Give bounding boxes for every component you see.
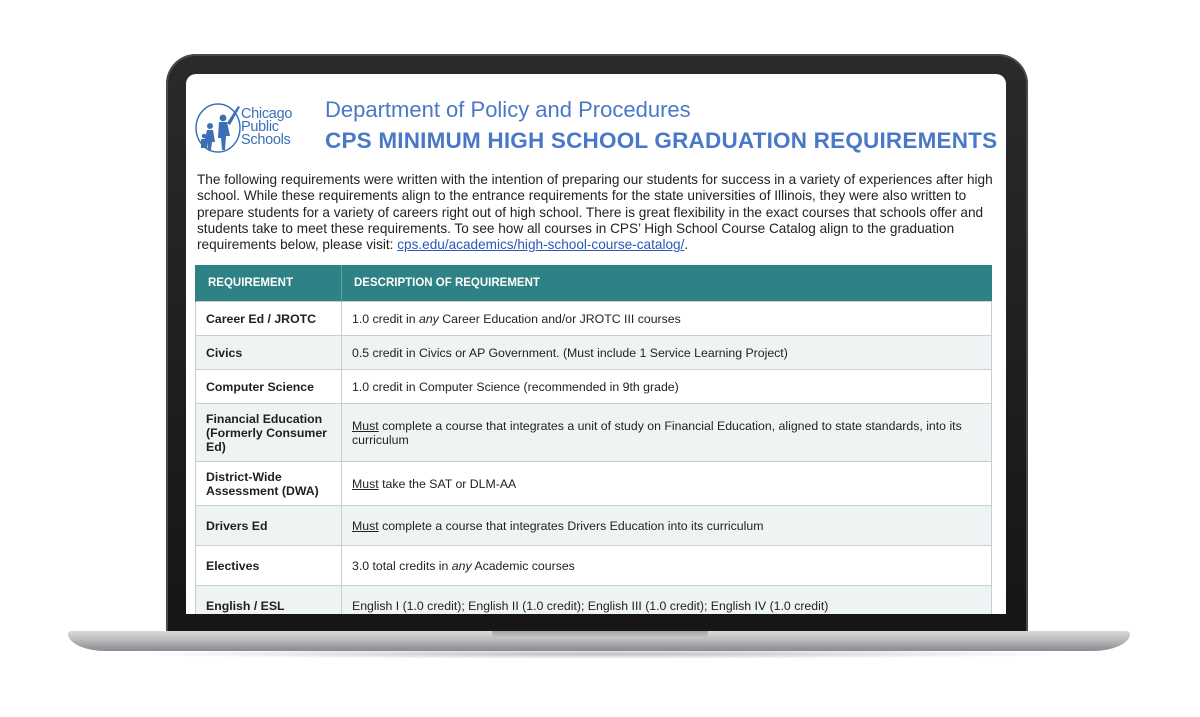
- desc-text: Academic courses: [471, 558, 575, 573]
- intro-text: The following requirements were written with the intention of preparing our students for success in a variety of experiences after high school. While these requirements align to the entrance requirements for the state universities of Illinois, they were also written to prepare students for a variety of careers right out of high school. There is great flexibility in the exact courses that schools offer and students take to meet these requirements. To see how all courses in CPS’ High School Course Catalog align to the graduation requirements below, please visit:: [197, 172, 993, 253]
- desc-text: take the SAT or DLM-AA: [378, 476, 517, 491]
- logo-line-1: Chicago: [241, 106, 293, 122]
- screen: [186, 74, 1006, 614]
- requirement-cell: English / ESL: [196, 586, 342, 615]
- table-header-row: [196, 265, 992, 302]
- requirement-cell: Civics: [196, 336, 342, 370]
- requirement-cell: Drivers Ed: [196, 506, 342, 546]
- column-header-description: DESCRIPTION OF REQUIREMENT: [342, 265, 992, 302]
- table-row: [196, 462, 992, 506]
- table-row: [196, 546, 992, 586]
- description-cell: [342, 546, 992, 586]
- department-title: Department of Policy and Procedures: [325, 97, 691, 122]
- requirement-cell: Career Ed / JROTC: [196, 302, 342, 336]
- column-header-requirement: REQUIREMENT: [196, 265, 342, 302]
- intro-trailing: .: [684, 237, 689, 253]
- description-cell: [342, 404, 992, 462]
- desc-text: Career Education and/or JROTC III courses: [438, 311, 681, 326]
- desc-text: complete a course that integrates a unit of study on Financial Education, aligned to state standards, into its curriculum: [352, 418, 962, 447]
- requirement-cell: District-Wide Assessment (DWA): [196, 462, 342, 506]
- logo-line-2: Public: [241, 119, 279, 135]
- document-header: [186, 74, 1006, 164]
- description-cell: [342, 506, 992, 546]
- desc-text: 3.0 total credits in: [352, 558, 452, 573]
- table-row: [196, 336, 992, 370]
- description-cell: [342, 462, 992, 506]
- desc-must: Must: [352, 418, 379, 433]
- desc-text: 1.0 credit in: [352, 311, 419, 326]
- table-row: [196, 370, 992, 404]
- requirement-cell: Electives: [196, 546, 342, 586]
- table-row: [196, 404, 992, 462]
- table-row: [196, 586, 992, 615]
- intro-paragraph: [197, 172, 995, 253]
- page-title: CPS MINIMUM HIGH SCHOOL GRADUATION REQUIREMENTS: [325, 128, 998, 153]
- logo-line-3: Schools: [241, 132, 291, 148]
- catalog-link[interactable]: cps.edu/academics/high-school-course-catalog/: [397, 237, 685, 253]
- desc-must: Must: [352, 518, 379, 533]
- requirement-cell: Financial Education (Formerly Consumer Ed): [196, 404, 342, 462]
- description-cell: 1.0 credit in Computer Science (recommended in 9th grade): [342, 370, 992, 404]
- desc-text: complete a course that integrates Drivers Education into its curriculum: [378, 518, 764, 533]
- description-cell: English I (1.0 credit); English II (1.0 credit); English III (1.0 credit); English IV (1.0 credit): [342, 586, 992, 615]
- requirement-cell: Computer Science: [196, 370, 342, 404]
- table-row: [196, 506, 992, 546]
- laptop-notch: [492, 631, 708, 639]
- table-row: [196, 302, 992, 336]
- desc-must: Must: [352, 476, 379, 491]
- requirements-table: [195, 265, 992, 614]
- desc-emphasis: any: [419, 311, 439, 326]
- description-cell: 0.5 credit in Civics or AP Government. (Must include 1 Service Learning Project): [342, 336, 992, 370]
- desc-emphasis: any: [451, 558, 472, 573]
- logo-wordmark: [241, 108, 292, 147]
- description-cell: [342, 302, 992, 336]
